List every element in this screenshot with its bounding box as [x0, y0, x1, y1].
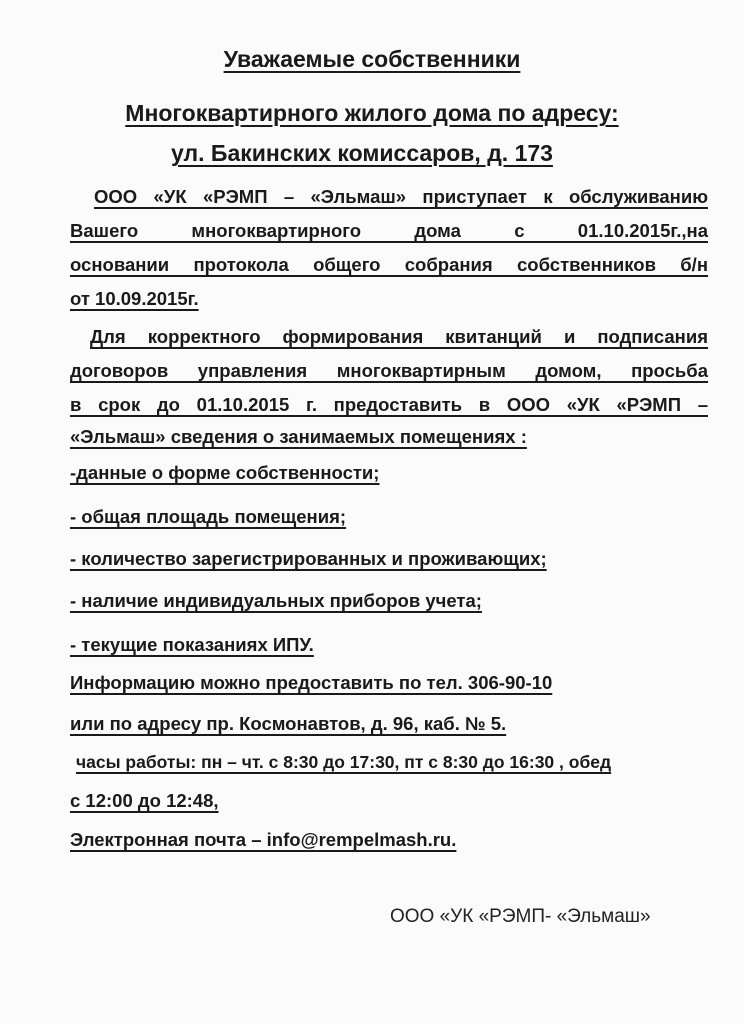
list-item: -данные о форме собственности;: [70, 462, 380, 483]
paragraph1-line: основании протокола общего собрания собственников б/н: [70, 254, 708, 275]
paragraph2-line: договоров управления многоквартирным домом, просьба: [70, 360, 708, 381]
title-line-1: Уважаемые собственники: [223, 46, 521, 72]
working-hours-lunch: с 12:00 до 12:48,: [70, 790, 219, 811]
list-item: - наличие индивидуальных приборов учета;: [70, 590, 482, 611]
paragraph1-line: Вашего многоквартирного дома с 01.10.2015г.,на: [70, 220, 708, 241]
list-item: - текущие показаниях ИПУ.: [70, 634, 314, 655]
paragraph1-line: ООО «УК «РЭМП – «Эльмаш» приступает к обслуживанию: [94, 186, 708, 207]
paragraph2-line: в срок до 01.10.2015 г. предоставить в ООО «УК «РЭМП –: [70, 394, 708, 415]
signature: ООО «УК «РЭМП- «Эльмаш»: [390, 906, 651, 927]
title-line-2: Многоквартирного жилого дома по адресу:: [125, 100, 619, 126]
paragraph2-line: Для корректного формирования квитанций и подписания: [90, 326, 708, 347]
working-hours: часы работы: пн – чт. с 8:30 до 17:30, пт с 8:30 до 16:30 , обед: [76, 752, 612, 772]
paragraph1-line: от 10.09.2015г.: [70, 288, 199, 309]
contact-phone: Информацию можно предоставить по тел. 306-90-10: [70, 672, 553, 693]
paragraph2-line: «Эльмаш» сведения о занимаемых помещениях :: [70, 426, 527, 447]
title-line-3: ул. Бакинских комиссаров, д. 173: [171, 140, 553, 166]
contact-address: или по адресу пр. Космонавтов, д. 96, каб. № 5.: [70, 713, 507, 734]
list-item: - количество зарегистрированных и проживающих;: [70, 548, 547, 569]
list-item: - общая площадь помещения;: [70, 506, 347, 527]
contact-email: Электронная почта – info@rempelmash.ru.: [70, 829, 457, 850]
